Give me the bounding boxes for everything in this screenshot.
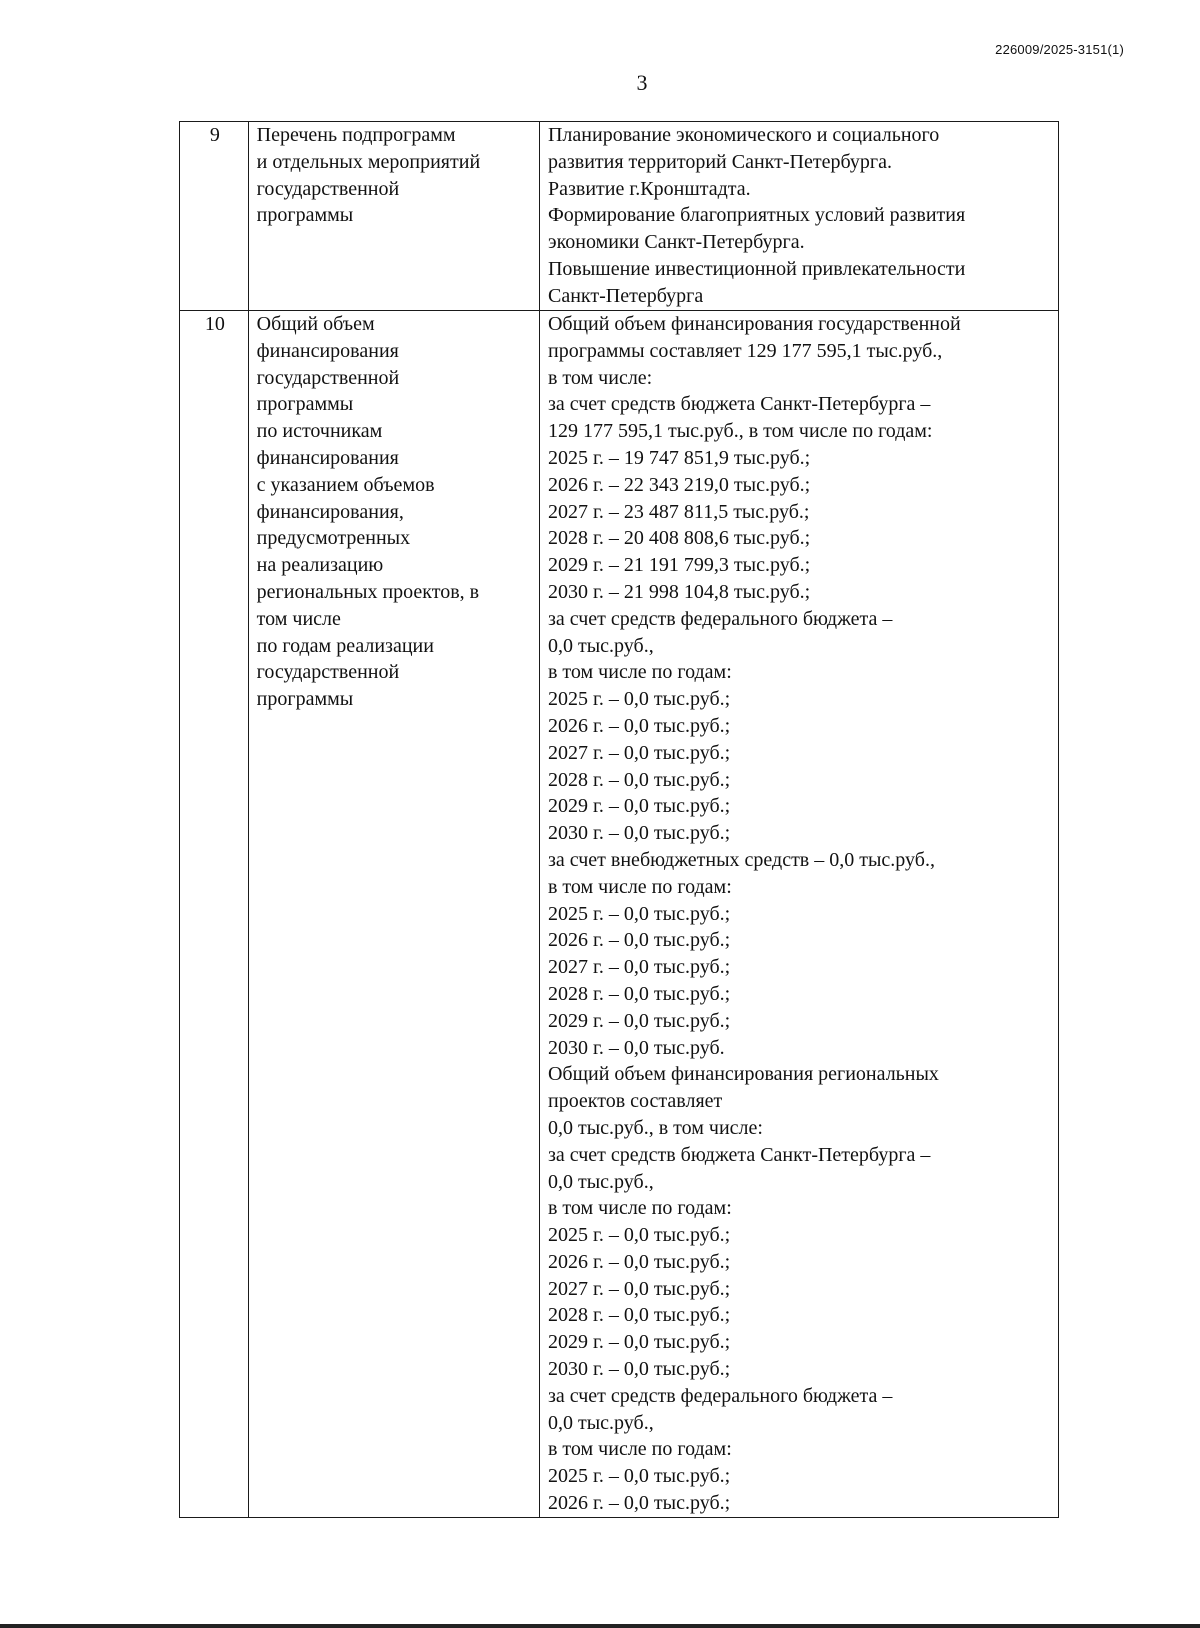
- cell-text-line: программы: [256, 204, 354, 227]
- cell-text-line: 129 177 595,1 тыс.руб., в том числе по годам:: [547, 420, 933, 443]
- cell-text-line: 2028 г. – 0,0 тыс.руб.;: [547, 982, 731, 1005]
- cell-text-line: предусмотренных: [256, 527, 411, 550]
- cell-text-line: программы: [256, 393, 354, 416]
- cell-text-line: финансирования: [256, 446, 399, 469]
- cell-text-line: 0,0 тыс.руб., в том числе:: [547, 1116, 763, 1139]
- cell-text-line: 2028 г. – 0,0 тыс.руб.;: [547, 1304, 731, 1327]
- cell-text-line: 0,0 тыс.руб.,: [547, 1170, 654, 1193]
- cell-text-line: Санкт-Петербурга: [547, 284, 704, 307]
- cell-text-line: по источникам: [256, 420, 383, 443]
- cell-text-line: финансирования: [256, 339, 399, 362]
- cell-text-line: 2026 г. – 22 343 219,0 тыс.руб.;: [547, 473, 811, 496]
- cell-text-line: по годам реализации: [256, 634, 434, 657]
- cell-text-line: на реализацию: [256, 554, 384, 577]
- cell-text-line: 2027 г. – 0,0 тыс.руб.;: [547, 741, 731, 764]
- row-name-cell: [248, 122, 539, 311]
- cell-text-line: 2030 г. – 0,0 тыс.руб.;: [547, 822, 731, 845]
- cell-text-line: 2028 г. – 0,0 тыс.руб.;: [547, 768, 731, 791]
- cell-text-line: за счет внебюджетных средств – 0,0 тыс.руб.,: [547, 848, 935, 871]
- cell-text-line: 2030 г. – 0,0 тыс.руб.;: [547, 1358, 731, 1381]
- cell-text-line: 2029 г. – 21 191 799,3 тыс.руб.;: [547, 554, 811, 577]
- cell-text-line: программы: [256, 688, 354, 711]
- cell-text-line: 2025 г. – 0,0 тыс.руб.;: [547, 1224, 731, 1247]
- cell-text-line: 0,0 тыс.руб.,: [547, 1411, 654, 1434]
- cell-text-line: Формирование благоприятных условий развития: [547, 204, 966, 227]
- cell-text-line: 2025 г. – 0,0 тыс.руб.;: [547, 902, 731, 925]
- row-number-cell: 9: [180, 122, 249, 311]
- cell-text-line: 2025 г. – 0,0 тыс.руб.;: [547, 1465, 731, 1488]
- cell-text-line: и отдельных мероприятий: [256, 150, 481, 173]
- cell-text-line: государственной: [256, 177, 400, 200]
- cell-text-line: в том числе по годам:: [547, 1197, 732, 1220]
- scan-bottom-edge: [0, 1624, 1200, 1628]
- cell-text-line: 2026 г. – 0,0 тыс.руб.;: [547, 1250, 731, 1273]
- cell-text-line: Планирование экономического и социального: [547, 124, 940, 146]
- cell-text-line: 2029 г. – 0,0 тыс.руб.;: [547, 1331, 731, 1354]
- program-passport-table: [179, 121, 1059, 1518]
- cell-text-line: 0,0 тыс.руб.,: [547, 634, 654, 657]
- cell-text-line: 2029 г. – 0,0 тыс.руб.;: [547, 1009, 731, 1032]
- cell-text-line: за счет средств бюджета Санкт-Петербурга –: [547, 1143, 931, 1166]
- cell-text-line: экономики Санкт-Петербурга.: [547, 231, 805, 254]
- cell-text-line: 2027 г. – 23 487 811,5 тыс.руб.;: [547, 500, 810, 523]
- row-value-cell: [539, 122, 1058, 311]
- cell-text-line: Общий объем финансирования региональных: [547, 1063, 939, 1086]
- table-row: [180, 122, 1059, 311]
- cell-text-line: за счет средств федерального бюджета –: [547, 607, 893, 630]
- cell-text-line: программы составляет 129 177 595,1 тыс.руб.,: [547, 339, 943, 362]
- cell-text-line: за счет средств бюджета Санкт-Петербурга –: [547, 393, 931, 416]
- page-number: 3: [636, 70, 648, 95]
- cell-text-line: Перечень подпрограмм: [256, 124, 456, 146]
- cell-text-line: 2029 г. – 0,0 тыс.руб.;: [547, 795, 731, 818]
- cell-text-line: 2026 г. – 0,0 тыс.руб.;: [547, 1492, 731, 1515]
- cell-text-line: Повышение инвестиционной привлекательности: [547, 257, 966, 280]
- cell-text-line: 2026 г. – 0,0 тыс.руб.;: [547, 714, 731, 737]
- cell-text-line: 2028 г. – 20 408 808,6 тыс.руб.;: [547, 527, 811, 550]
- cell-text-line: том числе: [256, 607, 341, 630]
- cell-text-line: в том числе:: [547, 366, 653, 389]
- row-number-cell: 10: [180, 311, 249, 1518]
- table-row: [180, 311, 1059, 1518]
- cell-text-line: финансирования,: [256, 500, 404, 523]
- cell-text-line: государственной: [256, 366, 400, 389]
- cell-text-line: за счет средств федерального бюджета –: [547, 1384, 893, 1407]
- cell-text-line: 2027 г. – 0,0 тыс.руб.;: [547, 956, 731, 979]
- row-value-cell: [539, 311, 1058, 1518]
- cell-text-line: в том числе по годам:: [547, 1438, 732, 1461]
- cell-text-line: в том числе по годам:: [547, 661, 732, 684]
- cell-text-line: региональных проектов, в: [256, 580, 480, 603]
- cell-text-line: 2027 г. – 0,0 тыс.руб.;: [547, 1277, 731, 1300]
- document-registration-code: 226009/2025-3151(1): [995, 42, 1124, 57]
- cell-text-line: в том числе по годам:: [547, 875, 732, 898]
- cell-text-line: проектов составляет: [547, 1090, 723, 1113]
- cell-text-line: развития территорий Санкт-Петербурга.: [547, 150, 892, 173]
- cell-text-line: Общий объем: [256, 313, 375, 335]
- cell-text-line: 2025 г. – 19 747 851,9 тыс.руб.;: [547, 446, 811, 469]
- cell-text-line: 2030 г. – 0,0 тыс.руб.: [547, 1036, 725, 1059]
- cell-text-line: Общий объем финансирования государственной: [547, 313, 961, 335]
- cell-text-line: с указанием объемов: [256, 473, 435, 496]
- cell-text-line: 2025 г. – 0,0 тыс.руб.;: [547, 688, 731, 711]
- cell-text-line: 2030 г. – 21 998 104,8 тыс.руб.;: [547, 580, 811, 603]
- cell-text-line: 2026 г. – 0,0 тыс.руб.;: [547, 929, 731, 952]
- cell-text-line: государственной: [256, 661, 400, 684]
- row-name-cell: [248, 311, 539, 1518]
- cell-text-line: Развитие г.Кронштадта.: [547, 177, 751, 200]
